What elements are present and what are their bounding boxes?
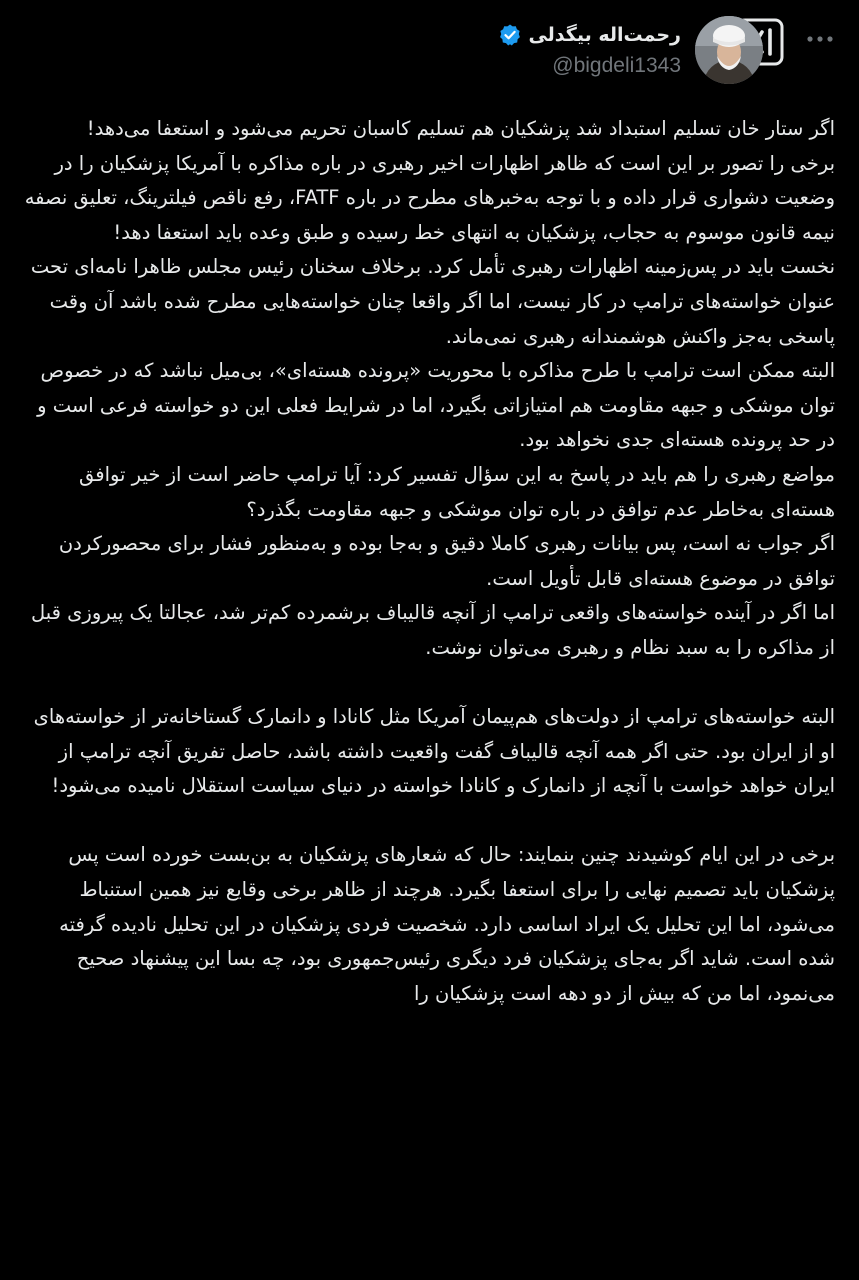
tweet-header xyxy=(0,0,859,100)
paragraph-gap xyxy=(24,804,835,839)
tweet-paragraph-3: برخی در این ایام کوشیدند چنین بنمایند: حال که شعارهای پزشکیان به بن‌بست خورده است پس پزشکیان باید تصمیم نهایی را برای استعفا بگیرد. هرچند از ظاهر برخی وقایع نیز همین استنباط می‌شود، اما این تحلیل یک ایراد اساسی دارد. شخصیت فردی پزشکیان در این تحلیل نادیده گرفته شده است. شاید اگر به‌جای پزشکیان فرد دیگری رئیس‌جمهوری بود، چه بسا این پیشنهاد صحیح می‌نمود، اما من که بیش از دو دهه است پزشکیان را xyxy=(59,843,835,1005)
tweet-paragraph-2: البته خواسته‌های ترامپ از دولت‌های هم‌پیمان آمریکا مثل کانادا و دانمارک گستاخانه‌تر از خواسته‌های او از ایران بود. حتی اگر همه آنچه قالیباف گفت واقعیت داشته باشد، حاصل تفریق آنچه ترامپ از ایران خواهد خواست با آنچه از دانمارک و کانادا خواسته در دنیای سیاست استقلال نامیده می‌شود! xyxy=(33,705,835,798)
author-block xyxy=(383,16,763,86)
tweet-paragraph-1: اگر ستار خان تسلیم استبداد شد پزشکیان هم تسلیم کاسبان تحریم می‌شود و استعفا می‌دهد! برخی را تصور بر این است که ظاهر اظهارات اخیر رهبری در باره مذاکره با آمریکا پزشکیان را در وضعیت دشواری قرار داده و با توجه به‌خبرهای مطرح در باره FATF، رفع ناقص فیلترینگ، تعلیق نصفه نیمه قانون موسوم به حجاب، پزشکیان به انتهای خط رسیده و طبق وعده باید استعفا دهد! نخست باید در پس‌زمینه اظهارات رهبری تأمل کرد. برخلاف سخنان رئیس مجلس ظاهرا نامه‌ای تحت عنوان خواسته‌های ترامپ در کار نیست، اما اگر واقعا چنان خواسته‌هایی مطرح شده باشد آن وقت پاسخی به‌جز واکنش هوشمندانه رهبری نمی‌ماند. البته ممکن است ترامپ با طرح مذاکره با محوریت «پرونده هسته‌ای»، بی‌میل نباشد که در خصوص توان موشکی و جبهه مقاومت هم امتیازاتی بگیرد، اما در شرایط فعلی این دو خواسته فرعی است و در حد پرونده هسته‌ای جدی نخواهد بود. مواضع رهبری را هم باید در پاسخ به این سؤال تفسیر کرد: آیا ترامپ حاضر است از خیر توافق هسته‌ای به‌خاطر عدم توافق در باره توان موشکی و جبهه مقاومت بگذرد؟ اگر جواب نه است، پس بیانات رهبری کاملا دقیق و به‌جا بوده و به‌منظور فشار برای محصورکردن توافق در موضوع هسته‌ای قابل تأویل است. اما اگر در آینده خواسته‌های واقعی ترامپ از آنچه قالیباف برشمرده کم‌تر شد، عجالتا یک پیروزی قبل از مذاکره را به سبد نظام و رهبری می‌توان نوشت. xyxy=(24,117,835,659)
display-name-row[interactable] xyxy=(498,20,681,50)
tweet-text xyxy=(24,112,835,1011)
handle[interactable]: @bigdeli1343 xyxy=(552,54,681,77)
paragraph-gap xyxy=(24,666,835,701)
display-name[interactable]: رحمت‌اله بیگدلی xyxy=(528,24,681,46)
more-options-icon xyxy=(800,22,840,56)
avatar-image xyxy=(695,16,763,84)
avatar[interactable] xyxy=(695,16,763,84)
more-options-button[interactable] xyxy=(800,22,840,56)
verified-badge-icon xyxy=(498,23,522,47)
